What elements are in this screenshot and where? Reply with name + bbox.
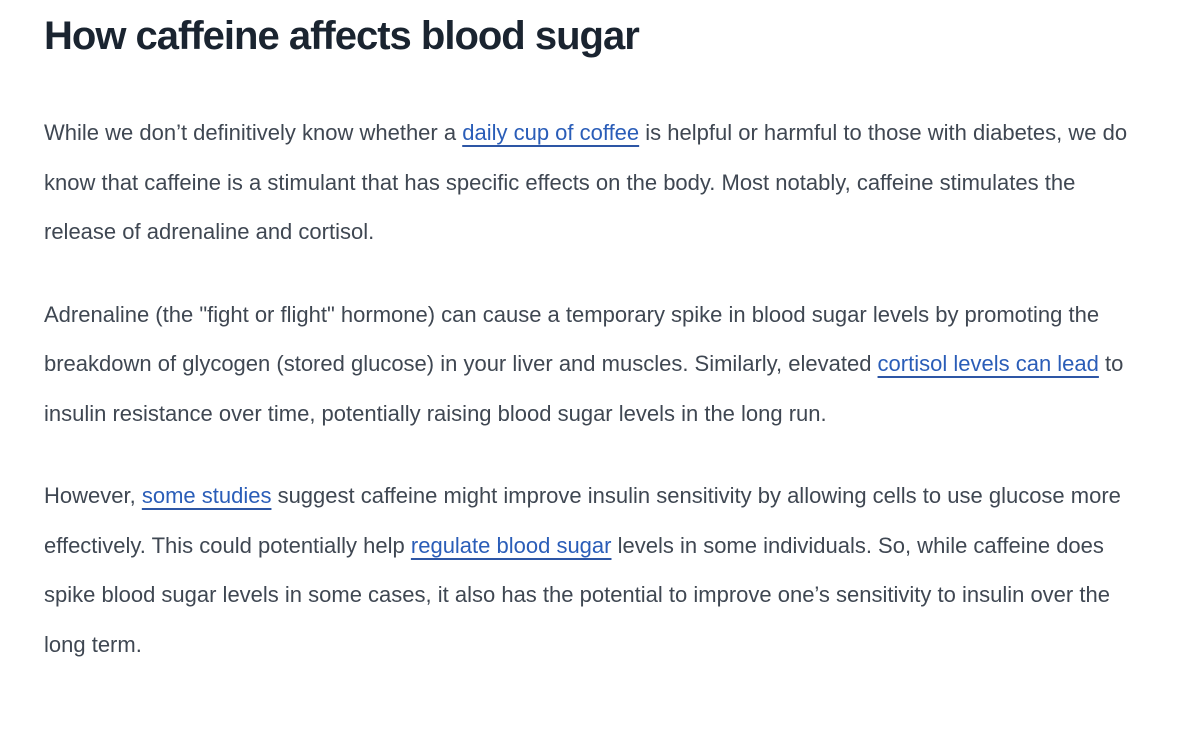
inline-link-some-studies[interactable]: some studies [141, 483, 272, 508]
article-body [44, 108, 1156, 669]
paragraph [44, 471, 1140, 669]
paragraph [44, 108, 1140, 257]
paragraph-text: to insulin resistance over time, potentially raising blood sugar levels in the long run. [44, 351, 1124, 426]
paragraph-text: While we don’t definitively know whether a [44, 120, 463, 145]
paragraph-text: However, [44, 483, 142, 508]
page-title: How caffeine affects blood sugar [44, 14, 639, 58]
paragraph [44, 290, 1140, 439]
paragraph-text: Adrenaline (the "fight or flight" hormone) can cause a temporary spike in blood sugar levels by promoting the breakdown of glycogen (stored glucose) in your liver and muscles. Similarly, elevated [44, 301, 1100, 376]
paragraph-text: suggest caffeine might improve insulin sensitivity by allowing cells to use glucose more effectively. This could potentially help [44, 483, 1121, 558]
inline-link-daily-cup-of-coffee[interactable]: daily cup of coffee [462, 120, 640, 145]
paragraph-text: is helpful or harmful to those with diabetes, we do know that caffeine is a stimulant that has specific effects on the body. Most notably, caffeine stimulates the release of adrenaline and cortisol. [44, 120, 1128, 244]
paragraph-text: levels in some individuals. So, while caffeine does spike blood sugar levels in some cases, it also has the potential to improve one’s sensitivity to insulin over the long term. [44, 532, 1110, 657]
inline-link-cortisol-levels-can-lead[interactable]: cortisol levels can lead [877, 351, 1099, 376]
inline-link-regulate-blood-sugar[interactable]: regulate blood sugar [410, 532, 612, 558]
